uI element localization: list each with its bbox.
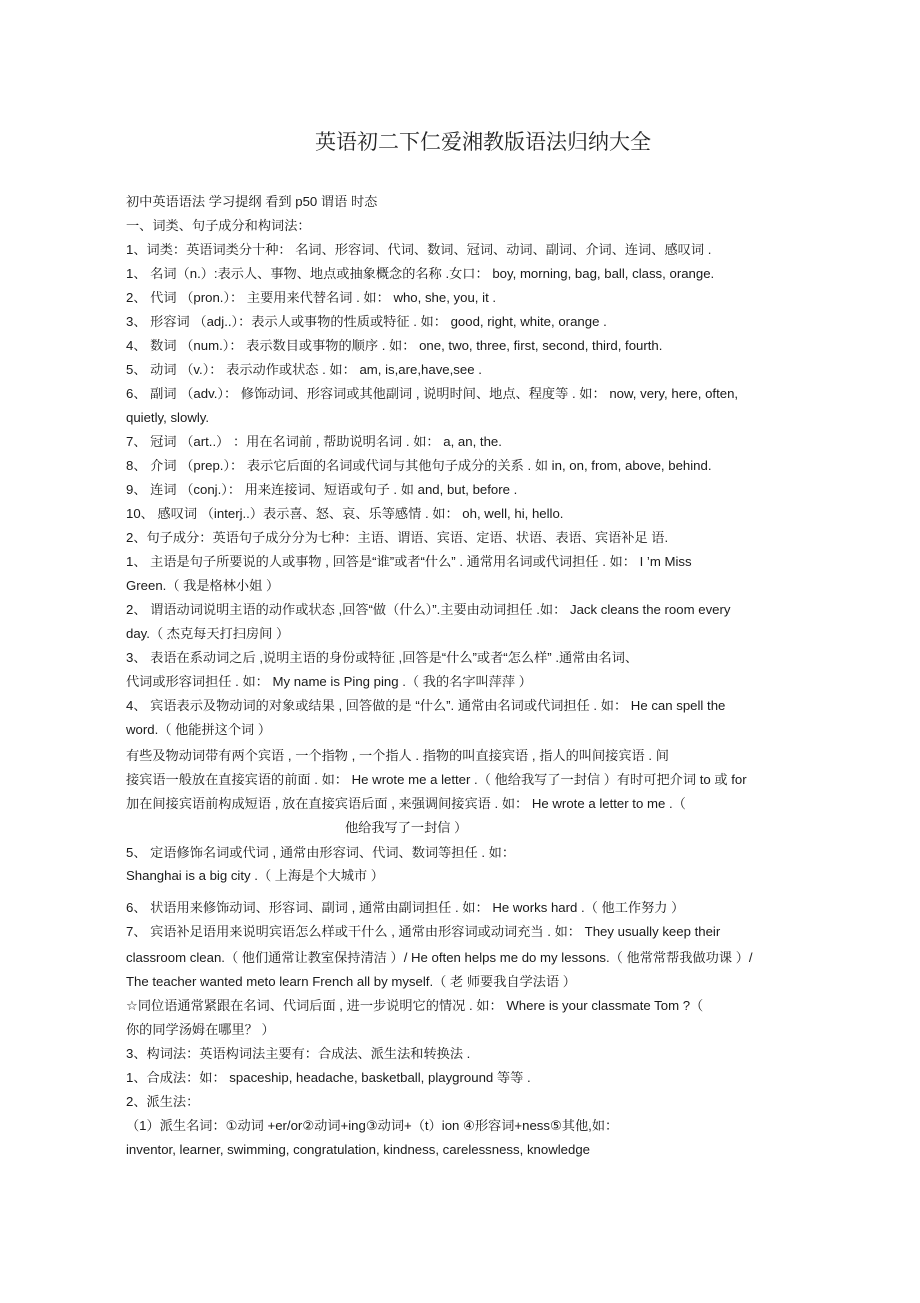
text-line: 2、 谓语动词说明主语的动作或状态 ,回答“做（什么）”.主要由动词担任 .如： Jack cleans the room every bbox=[126, 602, 731, 617]
text-line: 1、合成法：如： spaceship, headache, basketball, playground 等等 . bbox=[126, 1070, 531, 1085]
text-line: inventor, learner, swimming, congratulation, kindness, carelessness, knowledge bbox=[126, 1142, 591, 1157]
text-line: 一、词类、句子成分和构词法： bbox=[126, 218, 311, 233]
text-line: 3、 形容词 （adj..）：表示人或事物的性质或特征 . 如： good, right, white, orange . bbox=[126, 314, 607, 329]
text-line: 1、词类：英语词类分十种： 名词、形容词、代词、数词、冠词、动词、副词、介词、连词、感叹词 . bbox=[126, 242, 712, 257]
text-line: 接宾语一般放在直接宾语的前面 . 如： He wrote me a letter .（ 他给我写了一封信 ）有时可把介词 to 或 for bbox=[126, 772, 747, 787]
text-line: 2、 代词 （pron.）： 主要用来代替名词 . 如： who, she, you, it . bbox=[126, 290, 497, 305]
text-line: Shanghai is a big city .（ 上海是个大城市 ） bbox=[126, 868, 384, 883]
text-line: The teacher wanted meto learn French all by myself.（ 老 师要我自学法语 ） bbox=[126, 974, 576, 989]
text-line: 5、 定语修饰名词或代词 , 通常由形容词、代词、数词等担任 . 如： bbox=[126, 845, 516, 860]
text-line: 4、 宾语表示及物动词的对象或结果 , 回答做的是 “什么”. 通常由名词或代词担任 . 如： He can spell the bbox=[126, 698, 726, 713]
text-line: 3、 表语在系动词之后 ,说明主语的身份或特征 ,回答是“什么”或者“怎么样” .通常由名词、 bbox=[126, 650, 639, 665]
text-line: Green.（ 我是格林小姐 ） bbox=[126, 578, 280, 593]
text-line: 8、 介词 （prep.）： 表示它后面的名词或代词与其他句子成分的关系 . 如 in, on, from, above, behind. bbox=[126, 458, 712, 473]
text-line: 5、 动词 （v.）： 表示动作或状态 . 如： am, is,are,have,see . bbox=[126, 362, 482, 377]
text-line: 加在间接宾语前构成短语 , 放在直接宾语后面 , 来强调间接宾语 . 如： He wrote a letter to me .（ bbox=[126, 796, 686, 811]
text-line: 2、句子成分：英语句子成分分为七种：主语、谓语、宾语、定语、状语、表语、宾语补足 语. bbox=[126, 530, 669, 545]
text-line: （1）派生名词：①动词 +er/or②动词+ing③动词+（t）ion ④形容词+ness⑤其他,如： bbox=[126, 1118, 619, 1133]
document-title: 英语初二下仁爱湘教版语法归纳大全 bbox=[315, 130, 651, 154]
text-line: word.（ 他能拼这个词 ） bbox=[126, 722, 272, 737]
text-line: 4、 数词 （num.）： 表示数目或事物的顺序 . 如： one, two, three, first, second, third, fourth. bbox=[126, 338, 663, 353]
text-line: 2、派生法： bbox=[126, 1094, 200, 1109]
text-line: classroom clean.（ 他们通常让教室保持清洁 ）/ He often helps me do my lessons.（ 他常常帮我做功课 ）/ bbox=[126, 950, 753, 965]
text-line: 你的同学汤姆在哪里？ ） bbox=[126, 1022, 275, 1037]
text-line: 1、 名词（n.）:表示人、事物、地点或抽象概念的名称 .女口： boy, morning, bag, ball, class, orange. bbox=[126, 266, 715, 281]
text-line: 10、 感叹词 （interj..）表示喜、怒、哀、乐等感情 . 如： oh, well, hi, hello. bbox=[126, 506, 564, 521]
text-line: 1、 主语是句子所要说的人或事物 , 回答是“谁”或者“什么” . 通常用名词或代词担任 . 如： I ’m Miss bbox=[126, 554, 692, 569]
text-line: 代词或形容词担任 . 如： My name is Ping ping .（ 我的名字叫萍萍 ） bbox=[126, 674, 532, 689]
text-line: 他给我写了一封信 ） bbox=[345, 820, 468, 835]
text-line: 初中英语语法 学习提纲 看到 p50 谓语 时态 bbox=[126, 194, 378, 209]
text-line: 6、 副词 （adv.）： 修饰动词、形容词或其他副词 , 说明时间、地点、程度等 . 如： now, very, here, often, bbox=[126, 386, 739, 401]
text-line: quietly, slowly. bbox=[126, 410, 210, 425]
text-line: 6、 状语用来修饰动词、形容词、副词 , 通常由副词担任 . 如： He works hard .（ 他工作努力 ） bbox=[126, 900, 685, 915]
text-line: 7、 宾语补足语用来说明宾语怎么样或干什么 , 通常由形容词或动词充当 . 如： They usually keep their bbox=[126, 924, 721, 939]
text-line: 有些及物动词带有两个宾语 , 一个指物 , 一个指人 . 指物的叫直接宾语 , 指人的叫间接宾语 . 间 bbox=[126, 748, 669, 763]
text-line: 7、 冠词 （art..） ：用在名词前 , 帮助说明名词 . 如： a, an, the. bbox=[126, 434, 502, 449]
text-line: 9、 连词 （conj.）： 用来连接词、短语或句子 . 如 and, but, before . bbox=[126, 482, 518, 497]
text-line: ☆同位语通常紧跟在名词、代词后面 , 进一步说明它的情况 . 如： Where is your classmate Tom ?（ bbox=[126, 998, 704, 1013]
text-line: 3、构词法：英语构词法主要有：合成法、派生法和转换法 . bbox=[126, 1046, 471, 1061]
text-line: day.（ 杰克每天打扫房间 ） bbox=[126, 626, 290, 641]
